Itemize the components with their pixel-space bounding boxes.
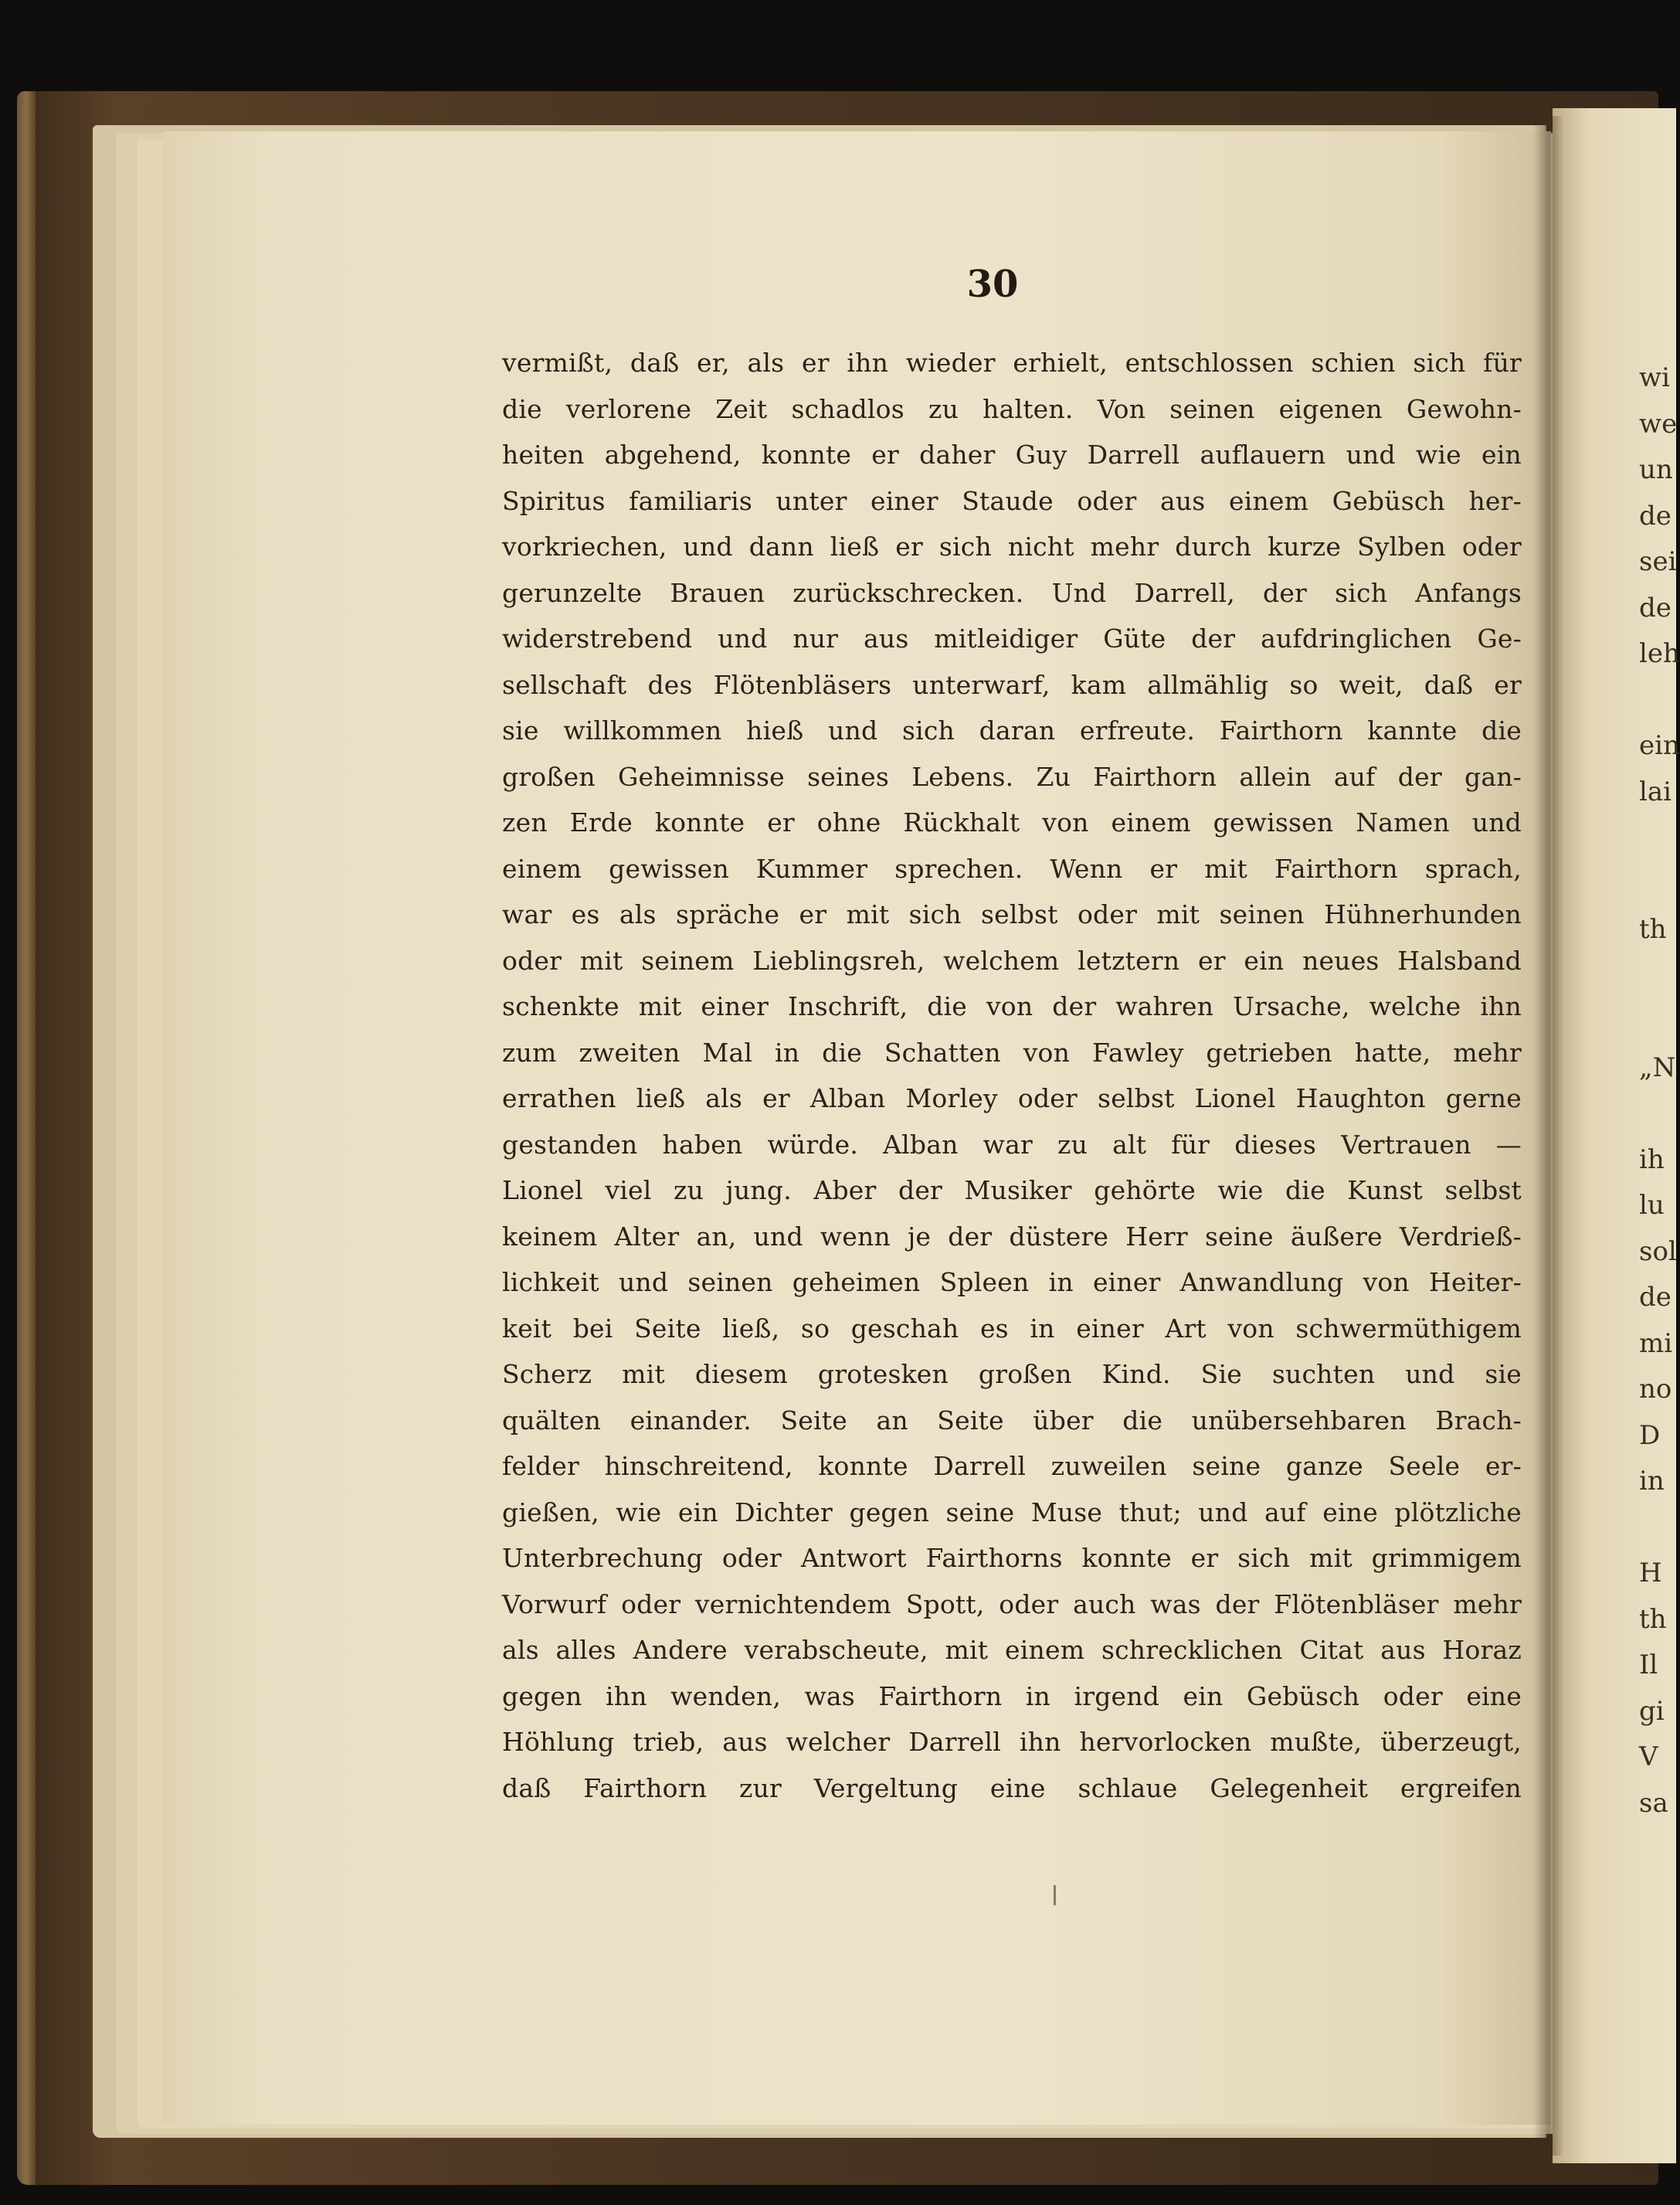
page-number: 30 [966, 263, 1019, 306]
text-line: war es als spräche er mit sich selbst oder mit seinen Hühnerhunden [502, 899, 1522, 929]
next-page-fragment: sol [1639, 1235, 1677, 1267]
next-page-fragment: „N [1639, 1052, 1676, 1083]
text-line: einem gewissen Kummer sprechen. Wenn er mit Fairthorn sprach, [502, 853, 1522, 884]
text-line: keinem Alter an, und wenn je der düstere Herr seine äußere Verdrieß- [502, 1221, 1522, 1252]
next-page-fragment: Il [1639, 1650, 1658, 1680]
next-page-fragment [1639, 999, 1672, 1045]
next-page-text-fragments [1639, 355, 1680, 1826]
text-line: Unterbrechung oder Antwort Fairthorns konnte er sich mit grimmigem [502, 1543, 1522, 1573]
next-page-fragment [1639, 678, 1672, 724]
next-page-fragment: ih [1639, 1143, 1665, 1175]
text-line: als alles Andere verabscheute, mit einem schrecklichen Citat aus Horaz [502, 1635, 1522, 1665]
next-page-fragment: wi [1639, 362, 1670, 393]
next-page-fragment: H [1639, 1558, 1662, 1588]
text-line: vorkriechen, und dann ließ er sich nicht mehr durch kurze Sylben oder [502, 532, 1522, 562]
text-line: Lionel viel zu jung. Aber der Musiker gehörte wie die Kunst selbst [502, 1175, 1522, 1205]
text-line: oder mit seinem Lieblingsreh, welchem letztern er ein neues Halsband [502, 945, 1522, 976]
next-page-fragment: V [1639, 1741, 1658, 1772]
text-line: sie willkommen hieß und sich daran erfreute. Fairthorn kannte die [502, 715, 1522, 746]
next-page-fragment: th [1639, 1603, 1667, 1635]
text-line: Spiritus familiaris unter einer Staude oder aus einem Gebüsch her- [502, 485, 1522, 516]
page-mark [1054, 1885, 1056, 1905]
next-page-fragment [1639, 1091, 1672, 1137]
text-line: zum zweiten Mal in die Schatten von Fawley getrieben hatte, mehr [502, 1037, 1522, 1068]
text-line: Höhlung trieb, aus welcher Darrell ihn hervorlocken mußte, überzeugt, [502, 1727, 1522, 1757]
text-line: lichkeit und seinen geheimen Spleen in einer Anwandlung von Heiter- [502, 1267, 1522, 1297]
book-gutter [1533, 116, 1564, 2156]
next-page-fragment: leh [1639, 638, 1680, 669]
next-page-fragment: no [1639, 1374, 1672, 1405]
next-page-fragment: lai [1639, 776, 1672, 807]
text-line: errathen ließ als er Alban Morley oder selbst Lionel Haughton gerne [502, 1083, 1522, 1113]
next-page-fragment: sei [1639, 546, 1677, 577]
next-page-fragment: we [1639, 408, 1678, 440]
next-page-fragment [1639, 953, 1672, 1000]
next-page-fragment: D [1639, 1419, 1661, 1451]
next-page-fragment [1639, 815, 1672, 861]
text-line: gegen ihn wenden, was Fairthorn in irgend ein Gebüsch oder eine [502, 1680, 1522, 1711]
text-line: quälten einander. Seite an Seite über die unübersehbaren Brach- [502, 1405, 1522, 1435]
text-line: großen Geheimnisse seines Lebens. Zu Fairthorn allein auf der gan- [502, 761, 1522, 792]
next-page-fragment: sa [1639, 1787, 1668, 1819]
next-page-fragment: ein [1639, 730, 1680, 761]
next-page-fragment: gi [1639, 1695, 1665, 1727]
text-line: die verlorene Zeit schadlos zu halten. Von seinen eigenen Gewohn- [502, 393, 1522, 424]
text-line: zen Erde konnte er ohne Rückhalt von einem gewissen Namen und [502, 807, 1522, 837]
text-line: widerstrebend und nur aus mitleidiger Güte der aufdringlichen Ge- [502, 623, 1522, 654]
next-page-fragment: mi [1639, 1327, 1673, 1359]
text-line: Scherz mit diesem grotesken großen Kind. Sie suchten und sie [502, 1359, 1522, 1389]
next-page-fragment: de [1639, 500, 1672, 532]
text-line: heiten abgehend, konnte er daher Guy Darrell auflauern und wie ein [502, 440, 1522, 470]
text-line: keit bei Seite ließ, so geschah es in einer Art von schwermüthigem [502, 1313, 1522, 1344]
text-line: felder hinschreitend, konnte Darrell zuweilen seine ganze Seele er- [502, 1451, 1522, 1481]
next-page-fragment: de [1639, 1282, 1672, 1313]
text-line: vermißt, daß er, als er ihn wieder erhielt, entschlossen schien sich für [502, 348, 1522, 378]
next-page-fragment: un [1639, 454, 1673, 485]
text-line: schenkte mit einer Inschrift, die von der wahren Ursache, welche ihn [502, 991, 1522, 1021]
page-text [502, 340, 1522, 1811]
text-line: sellschaft des Flötenbläsers unterwarf, kam allmählig so weit, daß er [502, 669, 1522, 700]
text-line: daß Fairthorn zur Vergeltung eine schlaue Gelegenheit ergreifen [502, 1772, 1522, 1803]
next-page-fragment [1639, 1505, 1672, 1551]
next-page-fragment: th [1639, 914, 1667, 945]
text-line: Vorwurf oder vernichtendem Spott, oder auch was der Flötenbläser mehr [502, 1588, 1522, 1619]
next-page-fragment: de [1639, 592, 1672, 623]
next-page-fragment: in [1639, 1466, 1665, 1497]
next-page-fragment [1639, 861, 1672, 908]
text-line: gerunzelte Brauen zurückschrecken. Und Darrell, der sich Anfangs [502, 577, 1522, 608]
text-line: gestanden haben würde. Alban war zu alt für dieses Vertrauen — [502, 1129, 1522, 1160]
next-page-fragment: lu [1639, 1190, 1665, 1221]
text-line: gießen, wie ein Dichter gegen seine Muse thut; und auf eine plötzliche [502, 1497, 1522, 1527]
